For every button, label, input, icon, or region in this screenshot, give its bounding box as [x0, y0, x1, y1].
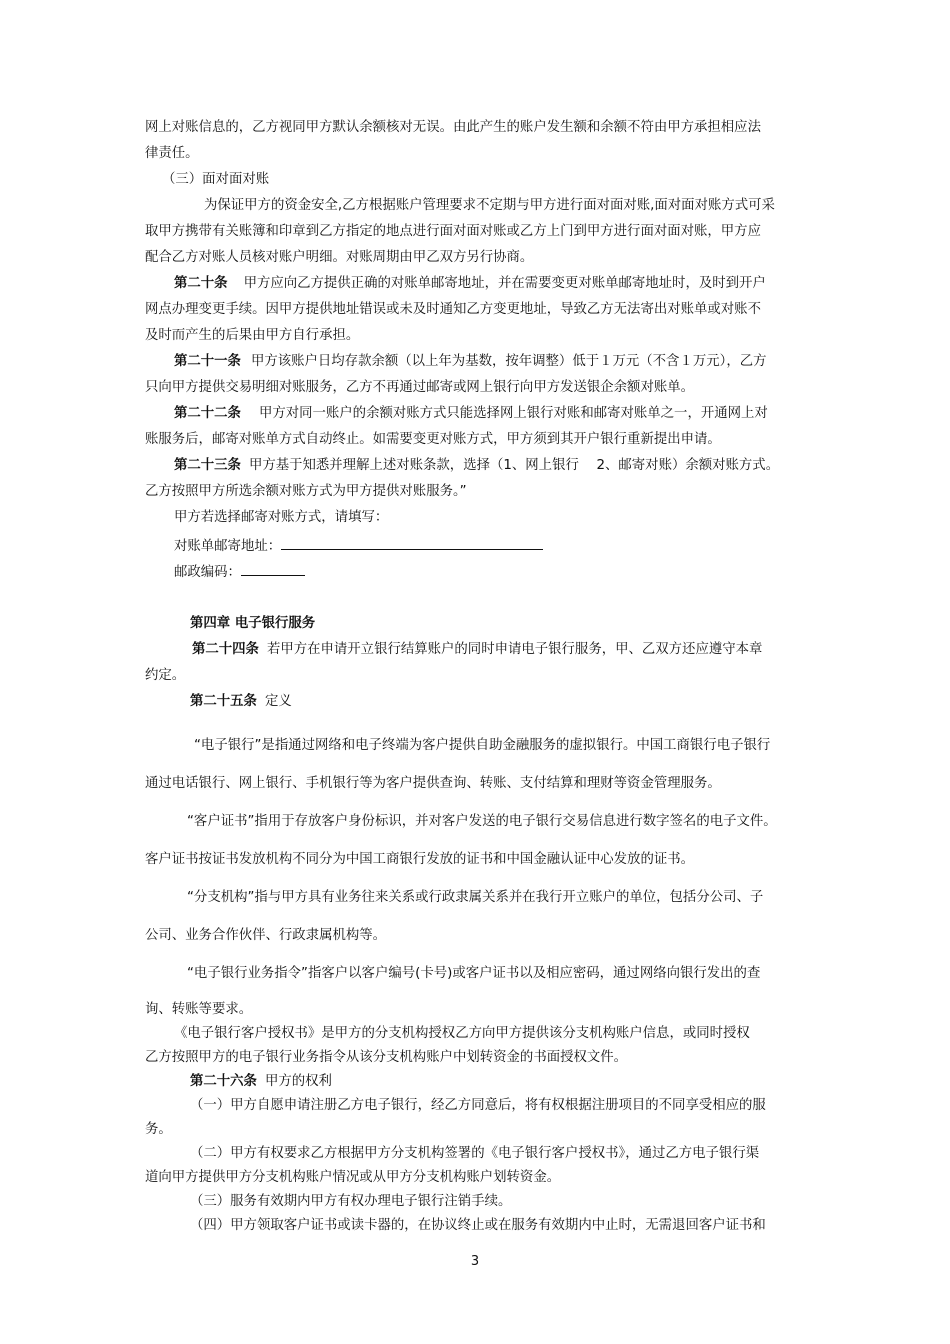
text-line: 甲方基于知悉并理解上述对账条款，选择（1、网上银行 2、邮寄对账）余额对账方式。 — [248, 458, 780, 473]
article-title: 第二十四条 — [192, 642, 259, 657]
text-line: 及时而产生的后果由甲方自行承担。 — [145, 328, 360, 343]
text-line: 公司、业务合作伙伴、行政隶属机构等。 — [145, 928, 387, 943]
text-line: 通过电话银行、网上银行、手机银行等为客户提供查询、转账、支付结算和理财等资金管理服务。 — [145, 776, 721, 791]
article-23 — [174, 456, 779, 476]
text-line: 甲方对同一账户的余额对账方式只能选择网上银行对账和邮寄对账单之一，开通网上对 — [258, 406, 768, 421]
text-line: “分支机构”指与甲方具有业务往来关系或行政隶属关系并在我行开立账户的单位，包括分公司、子 — [187, 890, 764, 905]
text-line: “电子银行”是指通过网络和电子终端为客户提供自助金融服务的虚拟银行。中国工商银行电子银行 — [194, 738, 771, 753]
text-line: 乙方按照甲方所选余额对账方式为甲方提供对账服务。” — [145, 484, 467, 499]
field-label: 对账单邮寄地址： — [174, 539, 282, 554]
text-line: 询、转账等要求。 — [145, 1002, 253, 1017]
article-22 — [174, 404, 768, 424]
article-title: 第二十三条 — [174, 458, 241, 473]
article-24 — [192, 640, 762, 660]
page-number: 3 — [470, 1254, 480, 1269]
postal-code-row — [174, 560, 305, 583]
text-line: 甲方应向乙方提供正确的对账单邮寄地址，并在需要变更对账单邮寄地址时，及时到开户 — [243, 276, 766, 291]
text-line: 律责任。 — [145, 146, 199, 161]
article-title: 第二十五条 — [190, 694, 257, 709]
article-title: 第二十条 — [174, 276, 228, 291]
text-line: 网上对账信息的，乙方视同甲方默认余额核对无误。由此产生的账户发生额和余额不符由甲方承担相应法 — [145, 120, 761, 135]
text-line: 只向甲方提供交易明细对账服务，乙方不再通过邮寄或网上银行向甲方发送银企余额对账单。 — [145, 380, 695, 395]
text-line: “电子银行业务指令”指客户以客户编号(卡号)或客户证书以及相应密码，通过网络向银行发出的查 — [187, 966, 761, 981]
postal-code-field[interactable] — [241, 560, 305, 576]
text-line: （二）甲方有权要求乙方根据甲方分支机构签署的《电子银行客户授权书》，通过乙方电子银行渠 — [190, 1146, 760, 1161]
subsection-heading: （三）面对面对账 — [162, 172, 270, 187]
article-title: 第二十六条 — [190, 1074, 257, 1089]
article-21 — [174, 352, 767, 372]
field-label: 邮政编码： — [174, 565, 241, 580]
text-line: 取甲方携带有关账簿和印章到乙方指定的地点进行面对面对账或乙方上门到甲方进行面对面对账，甲方应 — [145, 224, 761, 239]
text-line: 甲方的权利 — [264, 1074, 332, 1089]
article-title: 第二十一条 — [174, 354, 241, 369]
mailing-address-row — [174, 534, 543, 557]
text-line: （一）甲方自愿申请注册乙方电子银行，经乙方同意后，将有权根据注册项目的不同享受相应的服 — [190, 1098, 766, 1113]
article-20 — [174, 274, 766, 294]
text-line: 甲方该账户日均存款余额（以上年为基数，按年调整）低于１万元（不含１万元），乙方 — [250, 354, 767, 369]
text-line: 乙方按照甲方的电子银行业务指令从该分支机构账户中划转资金的书面授权文件。 — [145, 1050, 628, 1065]
article-26 — [190, 1072, 332, 1092]
text-line: 配合乙方对账人员核对账户明细。对账周期由甲乙双方另行协商。 — [145, 250, 534, 265]
text-line: “客户证书”指用于存放客户身份标识，并对客户发送的电子银行交易信息进行数字签名的电子文件。 — [187, 814, 777, 829]
text-line: 若甲方在申请开立银行结算账户的同时申请电子银行服务，甲、乙双方还应遵守本章 — [266, 642, 763, 657]
article-title: 第二十二条 — [174, 406, 241, 421]
text-line: （三）服务有效期内甲方有权办理电子银行注销手续。 — [190, 1194, 512, 1209]
text-line: 定义 — [264, 694, 292, 709]
text-line: 甲方若选择邮寄对账方式，请填写： — [174, 510, 389, 525]
text-line: 客户证书按证书发放机构不同分为中国工商银行发放的证书和中国金融认证中心发放的证书。 — [145, 852, 695, 867]
text-line: 账服务后，邮寄对账单方式自动终止。如需要变更对账方式，甲方须到其开户银行重新提出申请。 — [145, 432, 721, 447]
text-line: （四）甲方领取客户证书或读卡器的，在协议终止或在服务有效期内中止时，无需退回客户证书和 — [190, 1218, 766, 1233]
text-line: 《电子银行客户授权书》是甲方的分支机构授权乙方向甲方提供该分支机构账户信息，或同时授权 — [174, 1026, 750, 1041]
article-25 — [190, 692, 292, 712]
chapter-heading: 第四章 电子银行服务 — [190, 616, 316, 631]
text-line: 为保证甲方的资金安全,乙方根据账户管理要求不定期与甲方进行面对面对账,面对面对账方式可采 — [204, 198, 775, 213]
text-line: 务。 — [145, 1122, 172, 1137]
text-line: 网点办理变更手续。因甲方提供地址错误或未及时通知乙方变更地址，导致乙方无法寄出对账单或对账不 — [145, 302, 761, 317]
mailing-address-field[interactable] — [281, 534, 543, 550]
text-line: 约定。 — [145, 668, 186, 683]
text-line: 道向甲方提供甲方分支机构账户情况或从甲方分支机构账户划转资金。 — [145, 1170, 561, 1185]
